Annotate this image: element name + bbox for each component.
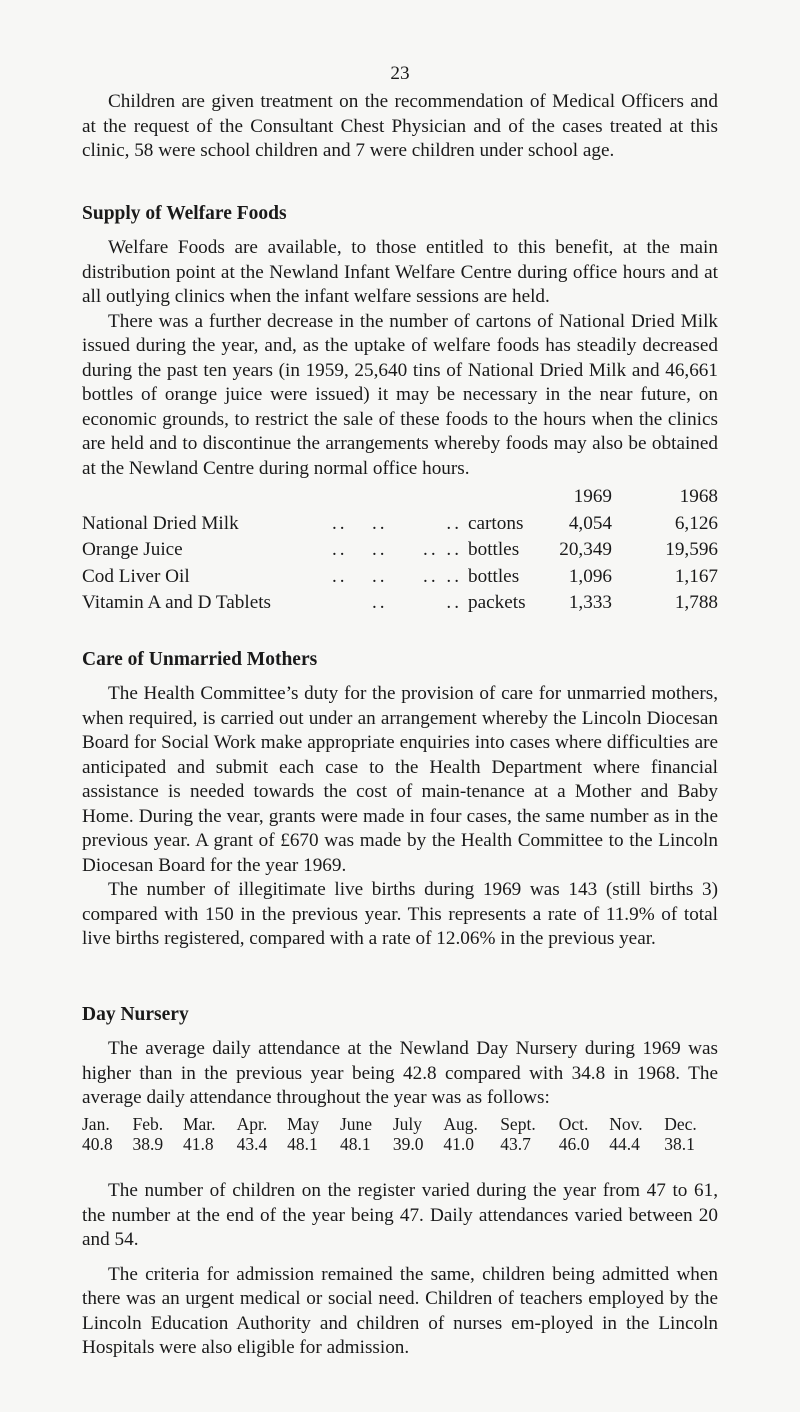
month-label: Aug.	[443, 1114, 478, 1134]
month-value: 41.8	[182, 1134, 214, 1154]
leader-dots: .. ..	[423, 539, 462, 560]
value-1969: 1,333	[568, 592, 612, 613]
value-1969: 1,096	[568, 565, 612, 587]
welfare-foods-paragraphs	[82, 236, 718, 481]
leader-dots: ..	[332, 539, 348, 560]
month-value: 46.0	[558, 1134, 590, 1154]
month-label: Apr.	[236, 1114, 268, 1134]
values-row	[82, 1134, 718, 1154]
leader-dots: ..	[446, 592, 462, 613]
value-1968: 19,596	[665, 539, 718, 560]
leader-dots: .. ..	[423, 565, 462, 587]
nursery-paragraph-1: The average daily attendance at the Newland Day Nursery during 1969 was higher than in the previous year being 42.8 compared with 34.8 in 1968. The average daily attendance throughout the year was as follows:	[82, 1038, 718, 1108]
day-nursery-heading: Day Nursery	[82, 1004, 189, 1025]
item-name: Vitamin A and D Tablets	[82, 592, 272, 613]
leader-dots: ..	[372, 592, 388, 613]
item-unit: cartons	[468, 512, 524, 534]
welfare-paragraph-1: Welfare Foods are available, to those entitled to this benefit, at the main distribution point at the Newland Infant Welfare Centre during office hours and at all outlying clinics when the infant welfare sessions are held.	[82, 237, 718, 307]
month-label: Feb.	[132, 1114, 164, 1134]
table-row	[82, 591, 718, 618]
day-nursery-intro	[82, 1037, 718, 1111]
month-label: Oct.	[558, 1114, 589, 1134]
value-1968: 6,126	[674, 512, 718, 534]
table-row	[82, 565, 718, 592]
leader-dots: ..	[332, 512, 348, 534]
table-row	[82, 538, 718, 565]
month-label: Sept.	[500, 1114, 536, 1134]
page-number: 23	[390, 63, 410, 84]
year-1969-header: 1969	[573, 486, 612, 507]
item-name: Orange Juice	[82, 539, 183, 560]
month-value: 40.8	[82, 1134, 113, 1154]
item-unit: bottles	[468, 539, 520, 560]
intro-paragraph: Children are given treatment on the recommendation of Medical Officers and at the request of the Consultant Chest Physician and of the cases treated at this clinic, 58 were school children and 7 were children under school age.	[82, 91, 718, 161]
month-label: Jan.	[82, 1114, 110, 1134]
month-label: Dec.	[664, 1114, 697, 1134]
leader-dots: ..	[372, 565, 388, 587]
table-row	[82, 512, 718, 539]
day-nursery-section	[82, 1003, 718, 1028]
intro-section	[82, 90, 718, 164]
months-row	[82, 1114, 718, 1134]
value-1968: 1,788	[674, 592, 718, 613]
item-unit: bottles	[468, 565, 520, 587]
month-value: 38.1	[664, 1134, 695, 1154]
table-header-row	[82, 485, 718, 512]
welfare-foods-table	[82, 485, 718, 618]
value-1968: 1,167	[674, 565, 718, 587]
mothers-paragraph-2: The number of illegitimate live births during 1969 was 143 (still births 3) compared with 150 in the previous year. This represents a rate of 11.9% of total live births registered, compared with a rate of 12.06% in the previous year.	[82, 879, 718, 949]
item-name: National Dried Milk	[82, 512, 239, 534]
month-value: 43.7	[500, 1134, 531, 1154]
mothers-paragraph-1: The Health Committee’s duty for the provision of care for unmarried mothers, when required, is carried out under an arrangement whereby the Lincoln Diocesan Board for Social Work make appropriate enquiries into cases where difficulties are anticipated and submit each case to the Health Department where financial assistance is needed towards the cost of main-tenance at a Mother and Baby Home. During the vear, grants were made in four cases, the same number as in the previous year. A grant of £670 was made by the Health Committee to the Lincoln Diocesan Board for the year 1969.	[82, 683, 718, 876]
month-value: 43.4	[236, 1134, 268, 1154]
attendance-table	[82, 1114, 718, 1154]
leader-dots: ..	[446, 512, 462, 534]
welfare-paragraph-2: There was a further decrease in the number of cartons of National Dried Milk issued during the year, and, as the uptake of welfare foods has steadily decreased during the past ten years (in 1959, 25,640 tins of National Dried Milk and 46,661 bottles of orange juice were issued) it may be necessary in the near future, on economic grounds, to restrict the sale of these foods to the hours when the clinics are held and to discontinue the arrangements whereby foods may also be obtained at the Newland Centre during normal office hours.	[82, 310, 718, 479]
month-value: 48.1	[287, 1134, 318, 1154]
month-value: 39.0	[392, 1134, 424, 1154]
month-value: 48.1	[339, 1134, 371, 1154]
month-value: 41.0	[443, 1134, 474, 1154]
month-value: 38.9	[132, 1134, 164, 1154]
welfare-foods-section	[82, 202, 718, 227]
welfare-foods-heading: Supply of Welfare Foods	[82, 203, 287, 224]
welfare-foods-table-wrapper	[82, 485, 718, 618]
leader-dots	[332, 591, 372, 618]
attendance-table-wrapper	[82, 1114, 718, 1154]
leader-dots: ..	[372, 539, 388, 560]
month-label: July	[392, 1114, 423, 1134]
month-label: Mar.	[182, 1114, 216, 1134]
nursery-paragraph-2: The number of children on the register varied during the year from 47 to 61, the number at the end of the year being 47. Daily attendances varied between 20 and 54.	[82, 1180, 718, 1250]
month-label: June	[339, 1114, 373, 1134]
item-name: Cod Liver Oil	[82, 565, 190, 587]
nursery-paragraph-3: The criteria for admission remained the same, children being admitted when there was an urgent medical or social need. Children of teachers employed by the Lincoln Education Authority and children of nurses em-ployed in the Lincoln Hospitals were also eligible for admission.	[82, 1263, 718, 1358]
value-1969: 4,054	[568, 512, 612, 534]
value-1969: 20,349	[559, 539, 612, 560]
month-label: May	[287, 1114, 320, 1134]
unmarried-mothers-section	[82, 648, 718, 673]
leader-dots: ..	[372, 512, 388, 534]
month-value: 44.4	[609, 1134, 640, 1154]
unmarried-mothers-paragraphs	[82, 682, 718, 952]
leader-dots: ..	[332, 565, 348, 587]
month-label: Nov.	[609, 1114, 643, 1134]
year-1968-header: 1968	[679, 486, 718, 507]
day-nursery-paragraphs	[82, 1179, 718, 1361]
item-unit: packets	[468, 592, 526, 613]
unmarried-mothers-heading: Care of Unmarried Mothers	[82, 649, 318, 670]
